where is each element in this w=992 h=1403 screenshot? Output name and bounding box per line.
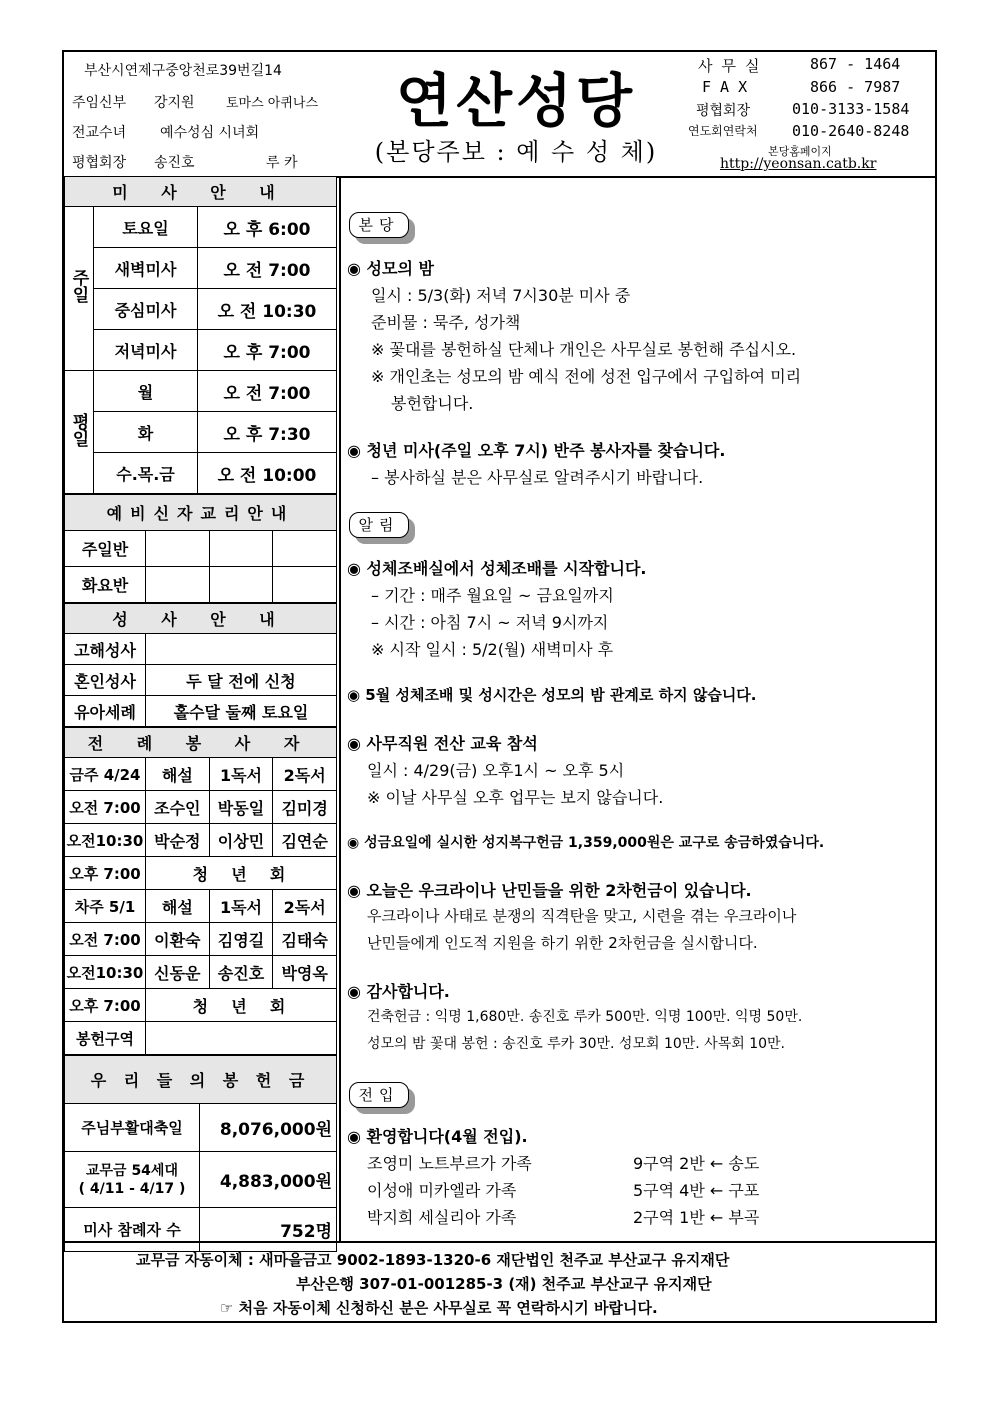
notice-line: 건축헌금 : 익명 1,680만. 송진호 루카 500만. 익명 100만. 익명 50만. [367,1009,803,1025]
notice-line: ※ 시작 일시 : 5/2(월) 새벽미사 후 [371,640,614,659]
sunday-label [65,207,94,371]
tag-transfer: 전입 [349,1082,409,1108]
pres-phone: 010-3133-1584 [792,100,910,118]
mass-day: 저녁미사 [94,330,198,371]
minister-cell: 금주 4/24 [65,758,146,791]
minister-cell: 오전10:30 [65,824,146,857]
notice-title: ◉ 5월 성체조배 및 성시간은 성모의 밤 관계로 하지 않습니다. [347,686,757,704]
sacrament-value: 홀수달 둘째 토요일 [146,696,337,727]
offering-label: 주님부활대축일 [65,1104,200,1152]
pastor-name: 강지원 [154,95,195,111]
minister-cell: 1독서 [209,890,273,923]
offering-value: 4,883,000원 [200,1152,337,1208]
notice-title: ◉ 성체조배실에서 성체조배를 시작합니다. [347,559,647,578]
notice-line: 우크라이나 사태로 분쟁의 직격탄을 맞고, 시련을 겪는 우크라이나 [367,907,797,925]
tag-parish: 본당 [349,212,409,238]
mass-day: 수.목.금 [94,453,198,494]
minister-cell: 박순정 [146,824,210,857]
offering-label: 교무금 54세대 ( 4/11 - 4/17 ) [65,1152,200,1208]
notice-title: ◉ 사무직원 전산 교육 참석 [347,734,538,753]
minister-cell: 이상민 [209,824,273,857]
homepage-label: 본당홈페이지 [768,145,832,158]
minister-cell: 오전 7:00 [65,923,146,956]
minister-cell: 박동일 [209,791,273,824]
transfer-name: 이성애 미카엘라 가족 [367,1181,517,1200]
footer-line: 부산은행 307-01-001285-3 (재) 천주교 부산교구 유지재단 [296,1275,712,1293]
notice-line: 준비물 : 묵주, 성가책 [371,313,521,332]
mass-time: 오 전 10:30 [198,289,337,330]
mass-day: 새벽미사 [94,248,198,289]
tag-notice: 알림 [349,512,409,538]
office-label: 사 무 실 [698,57,760,75]
minister-cell: 청 년 회 [146,857,337,890]
notice-line: 성모의 밤 꽃대 봉헌 : 송진호 루카 30만. 성모회 10만. 사목회 10만. [367,1036,785,1052]
mass-day: 중심미사 [94,289,198,330]
transfer-name: 박지희 세실리아 가족 [367,1208,517,1227]
ministers-table [64,727,337,1055]
header [64,52,935,178]
minister-cell: 오전10:30 [65,956,146,989]
notice-title: ◉ 성모의 밤 [347,259,434,278]
mass-time: 오 전 7:00 [198,371,337,412]
minister-cell: 차주 5/1 [65,890,146,923]
fax-label: F A X [702,78,748,96]
council-saint: 루 카 [266,155,298,171]
catechism-row-label: 화요반 [65,567,146,603]
minister-cell: 송진호 [209,956,273,989]
sunday-label-text: 주일 [68,269,89,303]
notice-line: 일시 : 4/29(금) 오후1시 ~ 오후 5시 [367,761,625,780]
minister-cell: 오후 7:00 [65,989,146,1022]
sister-name: 예수성심 시녀회 [160,125,260,141]
notice-title: ◉ 환영합니다(4월 전입). [347,1127,528,1146]
minister-cell: 조수인 [146,791,210,824]
notice-title: ◉ 성금요일에 실시한 성지복구헌금 1,359,000원은 교구로 송금하였습니다. [347,835,825,851]
notice-line: 난민들에게 인도적 지원을 하기 위한 2차헌금을 실시합니다. [367,934,758,952]
sister-role: 전교수녀 [72,125,127,141]
minister-cell: 해설 [146,890,210,923]
minister-cell: 1독서 [209,758,273,791]
sacrament-value: 두 달 전에 신청 [146,665,337,696]
mass-schedule-table [64,176,337,494]
minister-cell: 2독서 [273,890,337,923]
pastor-saint: 토마스 아퀴나스 [226,96,319,111]
sacraments-table [64,603,337,727]
offering-value: 752명 [200,1208,337,1252]
minister-cell: 신동운 [146,956,210,989]
minister-cell: 오후 7:00 [65,857,146,890]
sacrament-label: 혼인성사 [65,665,146,696]
offering-title: 우 리 들 의 봉 헌 금 [65,1056,337,1104]
ministers-title: 전 례 봉 사 자 [65,728,337,758]
notice-line: ※ 개인초는 성모의 밤 예식 전에 성전 입구에서 구입하여 미리 [371,367,802,386]
footer-line: ☞ 처음 자동이체 신청하신 분은 사무실로 꼭 연락하시기 바랍니다. [220,1299,658,1317]
mass-time: 오 후 7:30 [198,412,337,453]
minister-cell: 김영길 [209,923,273,956]
notice-line: ※ 이날 사무실 오후 업무는 보지 않습니다. [367,788,664,807]
office-phone: 867 - 1464 [810,55,901,73]
contact-phone: 010-2640-8248 [792,122,910,140]
minister-cell: 김미경 [273,791,337,824]
mass-time: 오 전 7:00 [198,248,337,289]
notice-line: 봉헌합니다. [391,394,474,413]
minister-cell: 이환숙 [146,923,210,956]
transfer-area: 2구역 1반 ← 부곡 [633,1208,760,1227]
footer [64,1241,935,1323]
notice-title: ◉ 오늘은 우크라이나 난민들을 위한 2차헌금이 있습니다. [347,881,752,900]
sacrament-label: 유아세례 [65,696,146,727]
minister-cell: 오전 7:00 [65,791,146,824]
notice-line: 일시 : 5/3(화) 저녁 7시30분 미사 중 [371,286,631,305]
offering-table [64,1055,337,1252]
sacrament-label: 고해성사 [65,634,146,665]
sacraments-title: 성 사 안 내 [65,604,337,634]
sacrament-value [146,634,337,665]
minister-cell: 김태숙 [273,923,337,956]
notice-title: ◉ 청년 미사(주일 오후 7시) 반주 봉사자를 찾습니다. [347,441,726,460]
mass-title: 미 사 안 내 [65,177,337,207]
pres-label: 평협회장 [696,103,751,119]
minister-cell [146,1022,337,1055]
notice-line: ※ 꽃대를 봉헌하실 단체나 개인은 사무실로 봉헌해 주십시오. [371,340,797,359]
transfer-area: 5구역 4반 ← 구포 [633,1181,760,1200]
notice-title: ◉ 감사합니다. [347,982,450,1001]
weekday-label [65,371,94,494]
mass-day: 화 [94,412,198,453]
bulletin-frame [62,50,937,1323]
catechism-row-label: 주일반 [65,531,146,567]
notice-line: – 시간 : 아침 7시 ~ 저녁 9시까지 [371,613,609,632]
mass-time: 오 후 6:00 [198,207,337,248]
notice-line: – 봉사하실 분은 사무실로 알려주시기 바랍니다. [371,468,704,487]
mass-day: 토요일 [94,207,198,248]
homepage-link[interactable]: http://yeonsan.catb.kr [720,156,877,172]
notice-line: – 기간 : 매주 월요일 ~ 금요일까지 [371,586,614,605]
weekday-label-text: 평일 [68,412,89,447]
minister-cell: 해설 [146,758,210,791]
contact-label: 연도회연락처 [688,124,758,138]
fax-phone: 866 - 7987 [810,78,901,96]
minister-cell: 2독서 [273,758,337,791]
mass-day: 월 [94,371,198,412]
council-role: 평협회장 [72,155,127,171]
transfer-area: 9구역 2반 ← 송도 [633,1154,760,1173]
address: 부산시연제구중앙천로39번길14 [84,63,282,79]
minister-cell: 박영옥 [273,956,337,989]
minister-cell: 김연순 [273,824,337,857]
left-column [64,176,341,1241]
catechism-title: 예비신자교리안내 [65,495,337,531]
minister-cell: 청 년 회 [146,989,337,1022]
council-name: 송진호 [154,155,195,171]
minister-cell: 봉헌구역 [65,1022,146,1055]
transfer-name: 조영미 노트부르가 가족 [367,1154,532,1173]
page-title: 연산성당 [395,67,637,135]
offering-value: 8,076,000원 [200,1104,337,1152]
footer-line: 교무금 자동이체 : 새마을금고 9002-1893-1320-6 재단법인 천주교 부산교구 유지재단 [136,1251,730,1269]
pastor-role: 주임신부 [72,95,127,111]
page-subtitle: (본당주보 : 예 수 성 체) [374,138,658,166]
offering-label: 미사 참례자 수 [65,1208,200,1252]
notices-column [341,176,935,1241]
mass-time: 오 전 10:00 [198,453,337,494]
catechism-table [64,494,337,603]
mass-time: 오 후 7:00 [198,330,337,371]
